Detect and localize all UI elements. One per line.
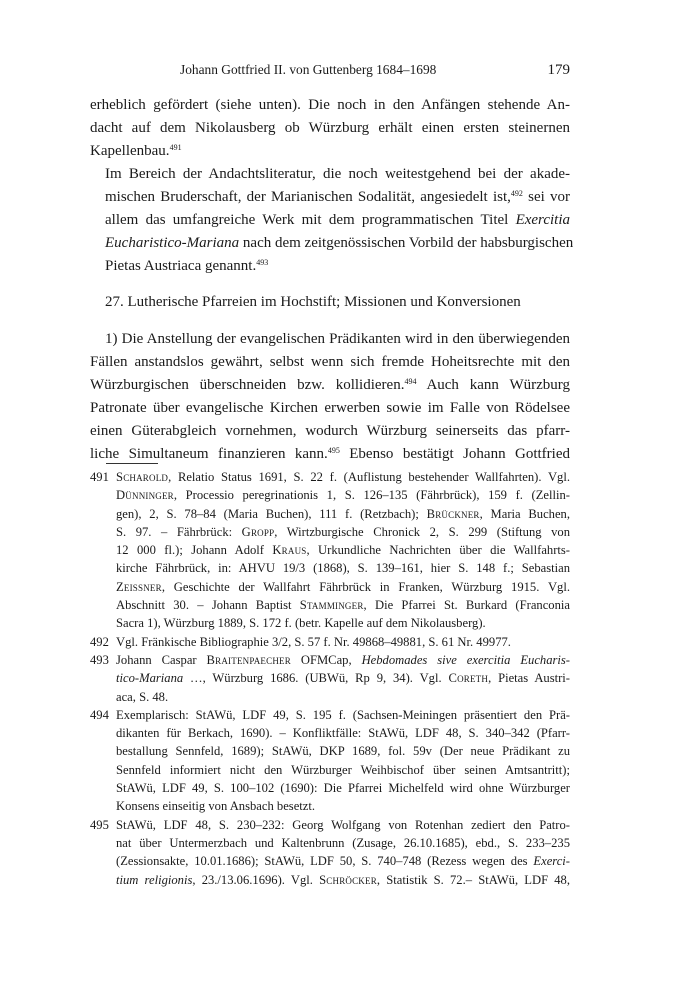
footnote-line: Abschnitt 30. – Johann Baptist Stamminger, Die Pfarrei St. Burkard (Franconia [116, 598, 570, 613]
footnote-line: kirche Fährbrück, in: AHVU 19/3 (1868), S. 139–161, hier S. 148 f.; Sebastian [116, 561, 570, 576]
footnote-line: tium religionis, 23./13.06.1696). Vgl. Schröcker, Statistik S. 72.– StAWü, LDF 48, [116, 872, 570, 887]
footnote-ref-492[interactable]: 492 [510, 189, 523, 198]
text-line: dacht auf dem Nikolausberg ob Würzburg erhält einen ersten steinernen [90, 120, 570, 136]
text-line: Pietas Austriaca genannt.$^{493}$ [105, 258, 269, 274]
footnote-number: 492 [90, 634, 109, 649]
footnote-line: Konsens einseitig von Ansbach besetzt. [116, 799, 316, 814]
footnote-line: nat über Untermerzbach und Kaltenbrunn (Zusage, 26.10.1685), ebd., S. 233–235 [116, 835, 570, 850]
footnotes [90, 468, 570, 889]
text-line: liche Simultaneum finanzieren kann.$^{495}$ Ebenso bestätigt Johann Gottfried [90, 446, 570, 462]
footnote-line: (Zessionsakte, 10.01.1686); StAWü, LDF 50, S. 740–748 (Rezess wegen des Exerci- [116, 854, 570, 869]
text-line: Kapellenbau.$^{491}$ [90, 143, 182, 159]
footnote-line: StAWü, LDF 49, S. 100–102 (1690): Die Pfarrei Michelfeld wird ohne Würzburger [116, 781, 570, 796]
footnote-line: S. 97. – Fährbrück: Gropp, Wirtzburgische Chronick 2, S. 299 (Stiftung von [116, 524, 570, 539]
footnote-line: tico-Mariana …, Würzburg 1686. (UBWü, Rp 9, 34). Vgl. Coreth, Pietas Austri- [116, 671, 571, 686]
section-body [90, 328, 570, 466]
paragraph-andachtsliteratur [90, 163, 574, 278]
section-heading: 27. Lutherische Pfarreien im Hochstift; Missionen und Konversionen [105, 294, 521, 310]
footnote-number: 494 [90, 707, 109, 722]
text-line: Eucharistico-Mariana nach dem zeitgenössischen Vorbild der habsburgischen [105, 235, 574, 251]
footnote-ref-491[interactable]: 491 [169, 143, 182, 152]
footnote-494 [90, 706, 570, 816]
footnote-line: Exemplarisch: StAWü, LDF 49, S. 195 f. (Sachsen-Meiningen präsentiert den Prä- [116, 707, 570, 722]
footnote-493 [90, 651, 570, 706]
footnote-ref-494[interactable]: 494 [404, 377, 417, 386]
text-line: Im Bereich der Andachtsliteratur, die noch weitestgehend bei der akade- [105, 166, 570, 182]
footnote-line: 12 000 fl.); Johann Adolf Kraus, Urkundliche Nachrichten über die Wallfahrts- [116, 543, 571, 558]
footnote-number: 493 [90, 652, 109, 667]
footnote-492 [90, 633, 570, 651]
page-number: 179 [547, 62, 570, 78]
footnote-495 [90, 816, 570, 889]
text-line: allem das umfangreiche Werk mit dem programmatischen Titel Exercitia [105, 212, 570, 228]
footnote-line: aca, S. 48. [116, 689, 169, 704]
footnote-number: 495 [90, 817, 109, 832]
text-line: mischen Bruderschaft, der Marianischen Sodalität, angesiedelt ist,$^{492}$ sei vor [105, 189, 570, 205]
footnote-line: gen), 2, S. 78–84 (Maria Buchen), 111 f. (Retzbach); Brückner, Maria Buchen, [116, 506, 570, 521]
text-line: einen Güterabgleich vornehmen, wodurch Würzburg seinerseits das pfarr- [90, 423, 570, 439]
footnote-line: Vgl. Fränkische Bibliographie 3/2, S. 57 f. Nr. 49868–49881, S. 61 Nr. 49977. [116, 634, 511, 649]
footnote-ref-493[interactable]: 493 [256, 258, 269, 267]
footnote-line: Scharold, Relatio Status 1691, S. 22 f. (Auflistung bestehender Wallfahrten). Vgl. [116, 470, 570, 484]
footnote-line: Zeissner, Geschichte der Wallfahrt Fährbrück in Franken, Würzburg 1915. Vgl. [116, 579, 570, 594]
text-line: erheblich gefördert (siehe unten). Die noch in den Anfängen stehende An- [90, 97, 570, 113]
footnote-line: Sacra 1), Würzburg 1889, S. 172 f. (betr. Kapelle auf dem Nikolausberg). [116, 616, 486, 631]
footnote-line: Sennfeld informiert nicht den Würzburger Weihbischof über seinen Amtsantritt); [116, 762, 570, 777]
body-text-top [90, 94, 574, 278]
footnote-line: bestallung Sennfeld, 1689); StAWü, DKP 1689, fol. 59v (Der neue Prädikant zu [116, 744, 570, 759]
footnote-491 [90, 468, 570, 633]
text-line: Würzburgischen überschneiden bzw. kollidieren.$^{494}$ Auch kann Würzburg [90, 377, 570, 393]
footnote-line: Johann Caspar Braitenpaecher OFMCap, Hebdomades sive exercitia Eucharis- [116, 652, 570, 667]
running-header [90, 62, 570, 82]
text-line: Fällen anstandslos gewährt, selbst wenn sich fremde Hoheitsrechte mit den [90, 354, 570, 370]
running-title: Johann Gottfried II. von Guttenberg 1684–1698 [180, 62, 437, 77]
footnote-line: Dünninger, Processio peregrinationis 1, S. 126–135 (Fährbrück), 159 f. (Zellin- [116, 488, 570, 503]
footnote-ref-495[interactable]: 495 [327, 446, 340, 455]
footnote-divider [106, 463, 158, 464]
text-line: Patronate über evangelische Kirchen erwerben sowie im Falle von Rödelsee [90, 400, 570, 416]
text-line: 1) Die Anstellung der evangelischen Prädikanten wird in den überwiegenden [105, 331, 570, 347]
footnote-line: dikanten für Berkach, 1690). – Konfliktfälle: StAWü, LDF 48, S. 340–342 (Pfarr- [116, 726, 570, 741]
footnote-number: 491 [90, 470, 109, 484]
footnote-line: StAWü, LDF 48, S. 230–232: Georg Wolfgang von Rotenhan zediert den Patro- [116, 817, 570, 832]
paragraph-nikolausberg [90, 94, 570, 163]
